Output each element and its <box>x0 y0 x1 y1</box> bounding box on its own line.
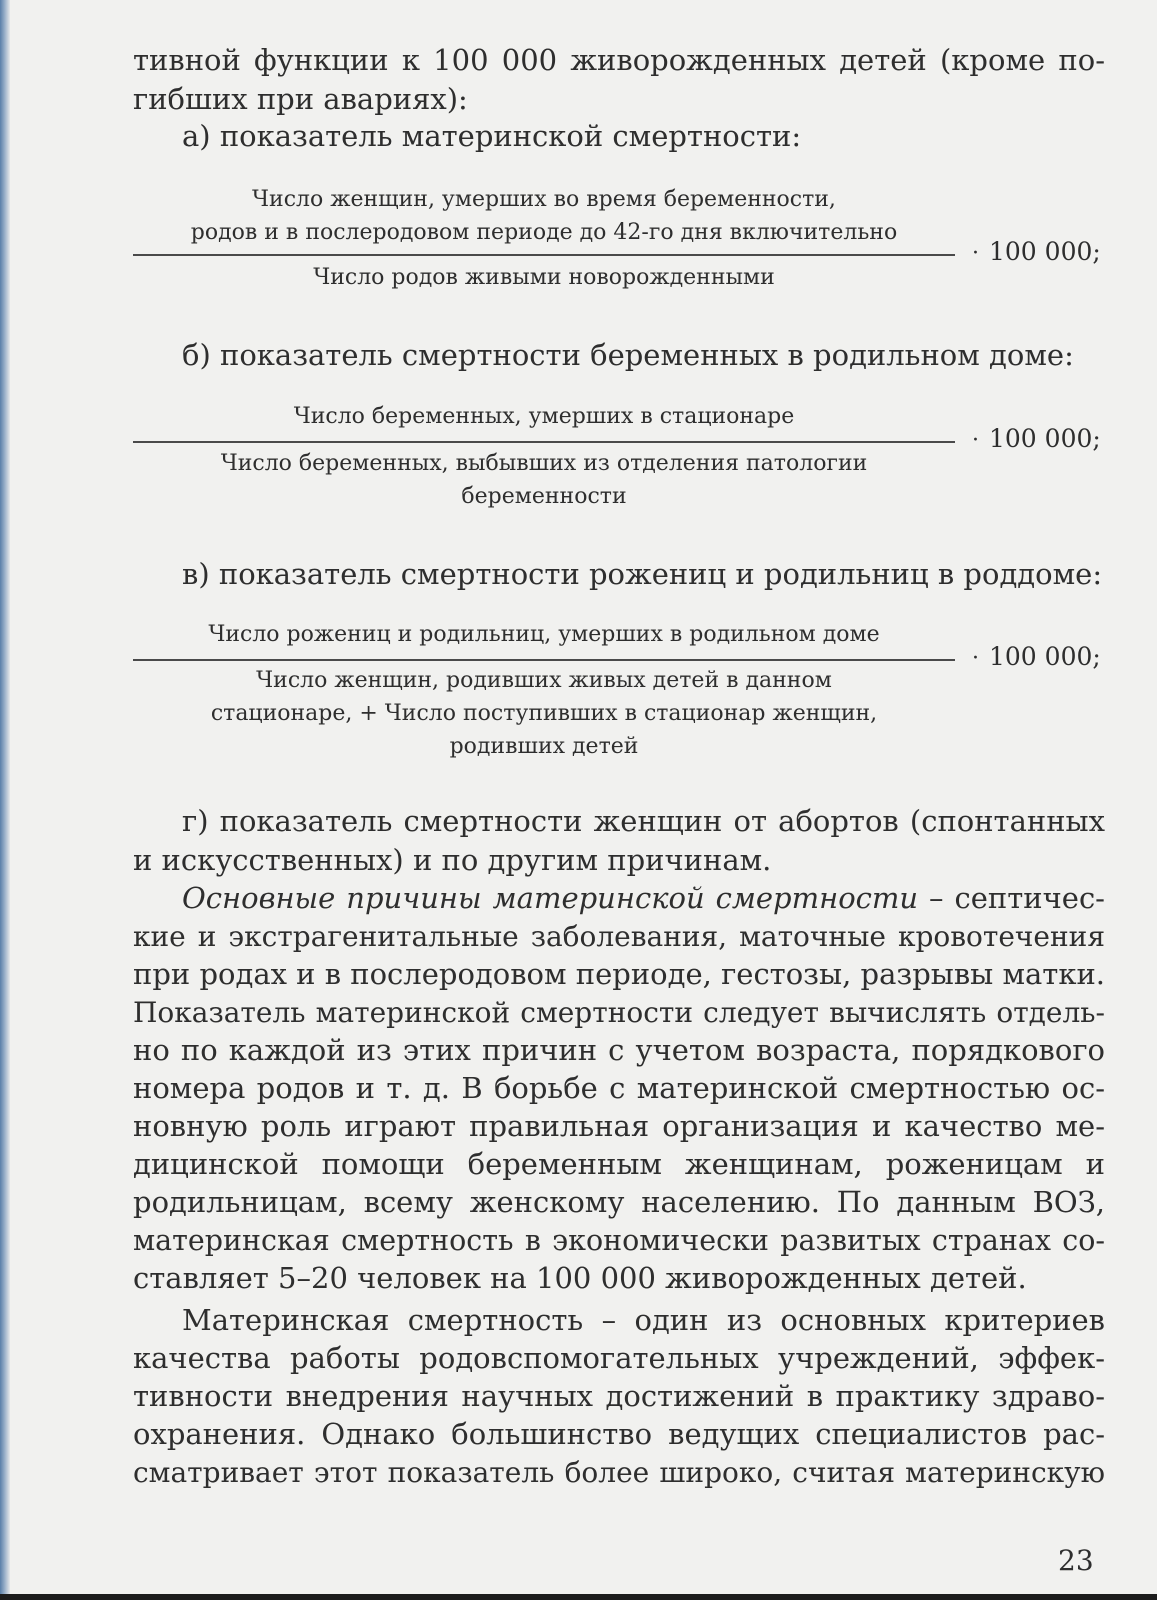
text-line: тивной функции к 100 000 живорожденных детей (кроме по- <box>133 43 1105 77</box>
formula-c-multiplier: · 100 000; <box>972 642 1101 671</box>
text-line: кие и экстрагенитальные заболевания, маточные кровотечения <box>133 920 1105 953</box>
formula-b-multiplier: · 100 000; <box>972 424 1101 453</box>
formula-a-numerator-2: родов и в послеродовом периоде до 42-го дня включительно <box>190 220 898 245</box>
formula-a-multiplier: · 100 000; <box>972 237 1101 266</box>
text-line: охранения. Однако большинство ведущих специалистов рас- <box>133 1417 1105 1451</box>
formula-c-numerator: Число рожениц и родильниц, умерших в родильном доме <box>208 622 880 647</box>
text-line: тивности внедрения научных достижений в практику здраво- <box>133 1379 1105 1413</box>
page-bottom-edge <box>0 1594 1157 1600</box>
text-line: сматривает этот показатель более широко, считая материнскую <box>133 1456 1105 1489</box>
para2-first-line: Материнская смертность – один из основных критериев <box>182 1303 1105 1337</box>
item-d-line: и искусственных) и по другим причинам. <box>133 843 772 877</box>
text-line: гибших при авариях): <box>133 82 468 116</box>
formula-c-denominator-2: стационаре, + Число поступивших в стационар женщин, <box>210 701 878 726</box>
text-line: новную роль играют правильная организация и качество ме- <box>133 1109 1105 1143</box>
formula-b-numerator: Число беременных, умерших в стационаре <box>293 404 795 429</box>
formula-c-denominator-3: родивших детей <box>449 734 639 759</box>
text-line: качества работы родовспомогательных учреждений, эффек- <box>133 1341 1105 1375</box>
text-line: номера родов и т. д. В борьбе с материнской смертностью ос- <box>133 1071 1105 1105</box>
fraction-bar <box>133 441 955 443</box>
text-line: материнская смертность в экономически развитых странах со- <box>133 1224 1105 1257</box>
formula-b-heading: б) показатель смертности беременных в родильном доме: <box>182 338 1074 372</box>
fraction-bar <box>133 254 955 256</box>
formula-c-heading: в) показатель смертности рожениц и родильниц в роддоме: <box>182 557 1103 591</box>
formula-a-heading: а) показатель материнской смертности: <box>182 119 802 153</box>
text-line: родильницам, всему женскому населению. По данным ВОЗ, <box>133 1185 1105 1219</box>
formula-a-denominator: Число родов живыми новорожденными <box>313 265 775 290</box>
formula-b-denominator-1: Число беременных, выбывших из отделения патологии <box>220 451 868 476</box>
para1-first-line: Основные причины материнской смертности – септичес- <box>182 881 1105 915</box>
text-line: ставляет 5–20 человек на 100 000 живорожденных детей. <box>133 1261 1027 1295</box>
formula-c-denominator-1: Число женщин, родивших живых детей в данном <box>256 668 832 693</box>
page-number: 23 <box>1058 1544 1094 1577</box>
formula-a-numerator-1: Число женщин, умерших во время беременности, <box>252 187 836 212</box>
text-line: дицинской помощи беременным женщинам, роженицам и <box>133 1147 1105 1181</box>
text-line: но по каждой из этих причин с учетом возраста, порядкового <box>133 1033 1105 1067</box>
italic-term: Основные причины материнской смертности <box>182 881 919 915</box>
page-binding-edge <box>0 0 10 1600</box>
formula-b-denominator-2: беременности <box>461 484 627 509</box>
text-line: Показатель материнской смертности следует вычислять отдель- <box>133 996 1105 1029</box>
fraction-bar <box>133 659 955 661</box>
text-line: при родах и в послеродовом периоде, гестозы, разрывы матки. <box>133 957 1106 991</box>
item-d-line: г) показатель смертности женщин от абортов (спонтанных <box>182 804 1105 838</box>
